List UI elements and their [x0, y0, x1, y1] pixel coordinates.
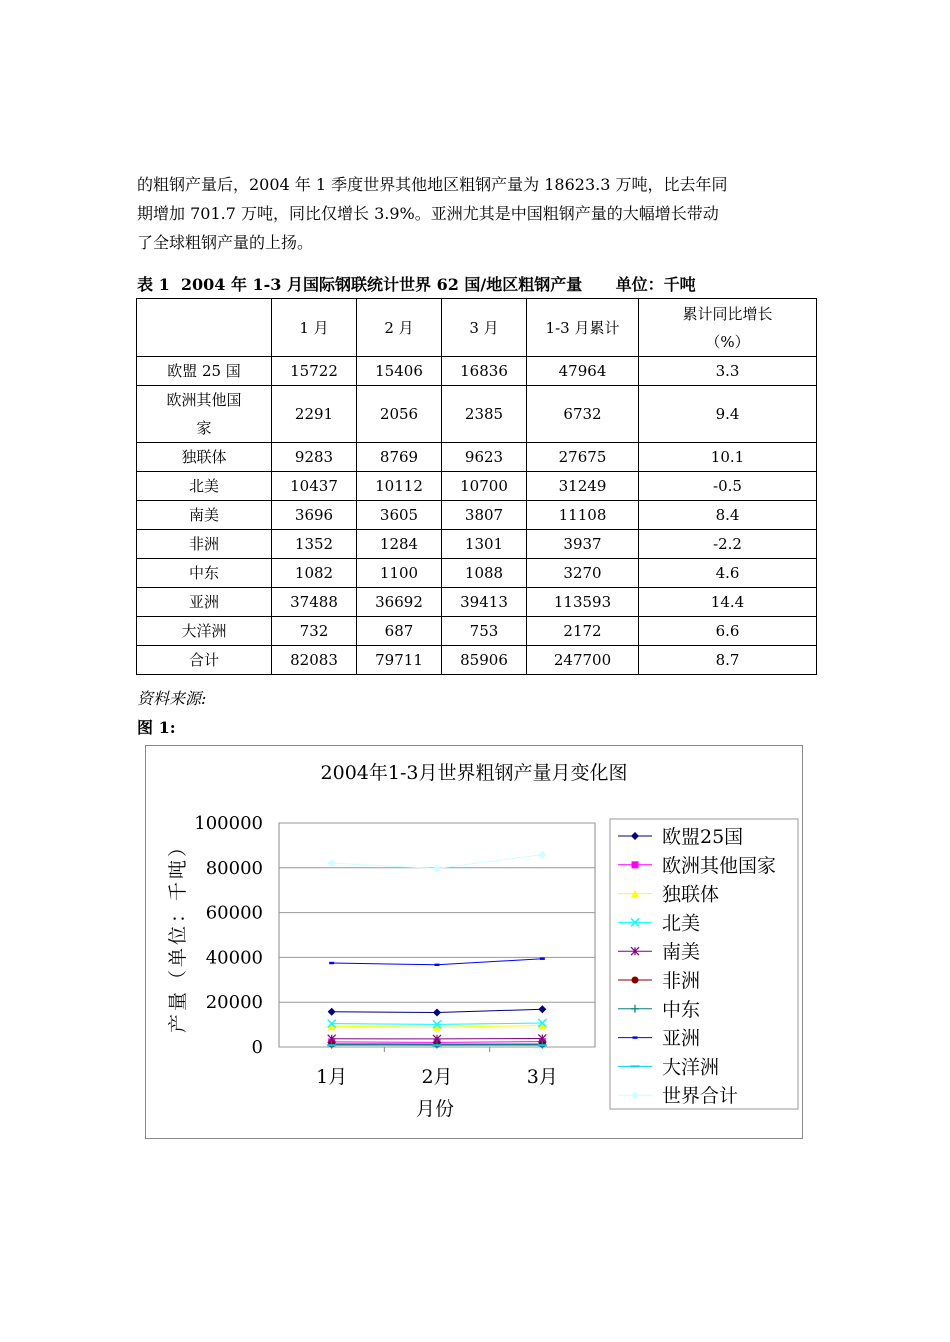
value-cell: 10700 [442, 472, 527, 501]
value-cell: 4.6 [639, 559, 817, 588]
value-cell: 47964 [527, 357, 639, 386]
region-line1: 欧洲其他国 [166, 391, 242, 409]
region-cell: 独联体 [137, 443, 272, 472]
data-point [329, 962, 334, 964]
data-point [538, 1044, 547, 1046]
y-tick-label: 40000 [205, 947, 263, 969]
value-cell: 37488 [272, 588, 357, 617]
region-cell: 大洋洲 [137, 617, 272, 646]
value-cell: 36692 [357, 588, 442, 617]
region-cell: 中东 [137, 559, 272, 588]
header-cell-empty [137, 299, 272, 357]
value-cell: 3937 [527, 530, 639, 559]
value-cell: 10.1 [639, 443, 817, 472]
value-cell: 6732 [527, 386, 639, 443]
value-cell: 3696 [272, 501, 357, 530]
chart-legend [610, 819, 798, 1109]
table-row [137, 559, 817, 588]
legend-label: 欧洲其他国家 [662, 854, 777, 877]
grid-layer [279, 823, 595, 1052]
value-cell: 9623 [442, 443, 527, 472]
value-cell: 2056 [357, 386, 442, 443]
table-row [137, 617, 817, 646]
value-cell: 8.4 [639, 501, 817, 530]
legend-marker [632, 977, 639, 984]
paragraph-line: 期增加 701.7 万吨，同比仅增长 3.9%。亚洲尤其是中国粗钢产量的大幅增长带动 [137, 204, 719, 223]
value-cell: 732 [272, 617, 357, 646]
y-tick-label: 0 [251, 1037, 263, 1058]
value-cell: 3605 [357, 501, 442, 530]
production-table [136, 298, 817, 675]
y-axis-label: 产量（单位：千吨） [167, 834, 189, 1034]
legend-marker [633, 1036, 638, 1038]
value-cell: 16836 [442, 357, 527, 386]
legend-marker [631, 1065, 640, 1067]
value-cell: 85906 [442, 646, 527, 675]
value-cell: 10437 [272, 472, 357, 501]
legend-label: 世界合计 [662, 1085, 739, 1108]
header-cell-growth [639, 299, 817, 357]
data-point [435, 964, 440, 966]
y-tick-label: 100000 [194, 813, 263, 834]
header-cell-feb: 2 月 [357, 299, 442, 357]
figure-label: 图 1: [137, 718, 176, 737]
paragraph-line: 了全球粗钢产量的上扬。 [137, 233, 314, 252]
legend-label: 亚洲 [662, 1027, 701, 1050]
value-cell: 15722 [272, 357, 357, 386]
value-cell: 15406 [357, 357, 442, 386]
value-cell: 10112 [357, 472, 442, 501]
region-cell: 欧盟 25 国 [137, 357, 272, 386]
chart-title: 2004年1-3月世界粗钢产量月变化图 [320, 762, 628, 784]
value-cell: 14.4 [639, 588, 817, 617]
value-cell: 27675 [527, 443, 639, 472]
x-axis-label: 月份 [415, 1098, 455, 1120]
value-cell: -2.2 [639, 530, 817, 559]
region-line2: 家 [196, 419, 212, 437]
legend-label: 欧盟25国 [662, 826, 744, 848]
table-row [137, 386, 817, 443]
table-header-row [137, 299, 817, 357]
value-cell: 1301 [442, 530, 527, 559]
legend-label: 中东 [662, 998, 701, 1021]
body-paragraph [137, 170, 817, 257]
source-label: 资料来源: [137, 689, 207, 708]
legend-label: 独联体 [662, 883, 720, 906]
legend-label: 非洲 [662, 970, 701, 992]
data-point [433, 1044, 442, 1046]
value-cell: 1082 [272, 559, 357, 588]
value-cell: 753 [442, 617, 527, 646]
value-cell: 2172 [527, 617, 639, 646]
x-ticks [316, 1066, 558, 1088]
y-tick-label: 80000 [205, 857, 263, 879]
data-point [327, 1044, 336, 1046]
y-ticks [194, 813, 263, 1058]
table-caption: 表 1 2004 年 1-3 月国际钢联统计世界 62 国/地区粗钢产量 单位：千吨 [137, 275, 696, 294]
value-cell: 247700 [527, 646, 639, 675]
data-point [540, 958, 545, 960]
chart-container [145, 745, 803, 1139]
x-tick-label: 3月 [526, 1066, 558, 1088]
region-cell: 北美 [137, 472, 272, 501]
value-cell: 6.6 [639, 617, 817, 646]
legend-label: 北美 [662, 912, 701, 935]
value-cell: 687 [357, 617, 442, 646]
value-cell: 113593 [527, 588, 639, 617]
value-cell: 82083 [272, 646, 357, 675]
region-cell: 合计 [137, 646, 272, 675]
x-tick-label: 1月 [316, 1066, 348, 1088]
line-chart [146, 746, 802, 1138]
value-cell: 3.3 [639, 357, 817, 386]
value-cell: 11108 [527, 501, 639, 530]
header-cell-total: 1-3 月累计 [527, 299, 639, 357]
value-cell: 8769 [357, 443, 442, 472]
region-cell: 非洲 [137, 530, 272, 559]
table-row [137, 472, 817, 501]
value-cell: 1088 [442, 559, 527, 588]
x-tick-label: 2月 [421, 1066, 453, 1088]
legend-marker [632, 861, 639, 868]
value-cell: 39413 [442, 588, 527, 617]
value-cell: 9.4 [639, 386, 817, 443]
region-cell: 南美 [137, 501, 272, 530]
table-row [137, 530, 817, 559]
value-cell: 9283 [272, 443, 357, 472]
header-growth-line1: 累计同比增长 [682, 304, 773, 323]
region-cell: 亚洲 [137, 588, 272, 617]
value-cell: 2385 [442, 386, 527, 443]
value-cell: 8.7 [639, 646, 817, 675]
table-row [137, 443, 817, 472]
region-cell [137, 386, 272, 443]
y-tick-label: 20000 [205, 992, 263, 1014]
value-cell: 31249 [527, 472, 639, 501]
table-row-total [137, 646, 817, 675]
value-cell: 1352 [272, 530, 357, 559]
table-row [137, 501, 817, 530]
header-cell-mar: 3 月 [442, 299, 527, 357]
table-row [137, 357, 817, 386]
value-cell: 2291 [272, 386, 357, 443]
value-cell: 3807 [442, 501, 527, 530]
value-cell: -0.5 [639, 472, 817, 501]
table-row [137, 588, 817, 617]
legend-label: 南美 [662, 941, 701, 964]
paragraph-line: 的粗钢产量后，2004 年 1 季度世界其他地区粗钢产量为 18623.3 万吨，比去年同 [137, 175, 728, 194]
legend-label: 大洋洲 [662, 1056, 720, 1079]
header-growth-line2: （%） [705, 332, 750, 351]
value-cell: 1100 [357, 559, 442, 588]
header-cell-jan: 1 月 [272, 299, 357, 357]
value-cell: 79711 [357, 646, 442, 675]
y-tick-label: 60000 [205, 902, 263, 924]
value-cell: 3270 [527, 559, 639, 588]
value-cell: 1284 [357, 530, 442, 559]
